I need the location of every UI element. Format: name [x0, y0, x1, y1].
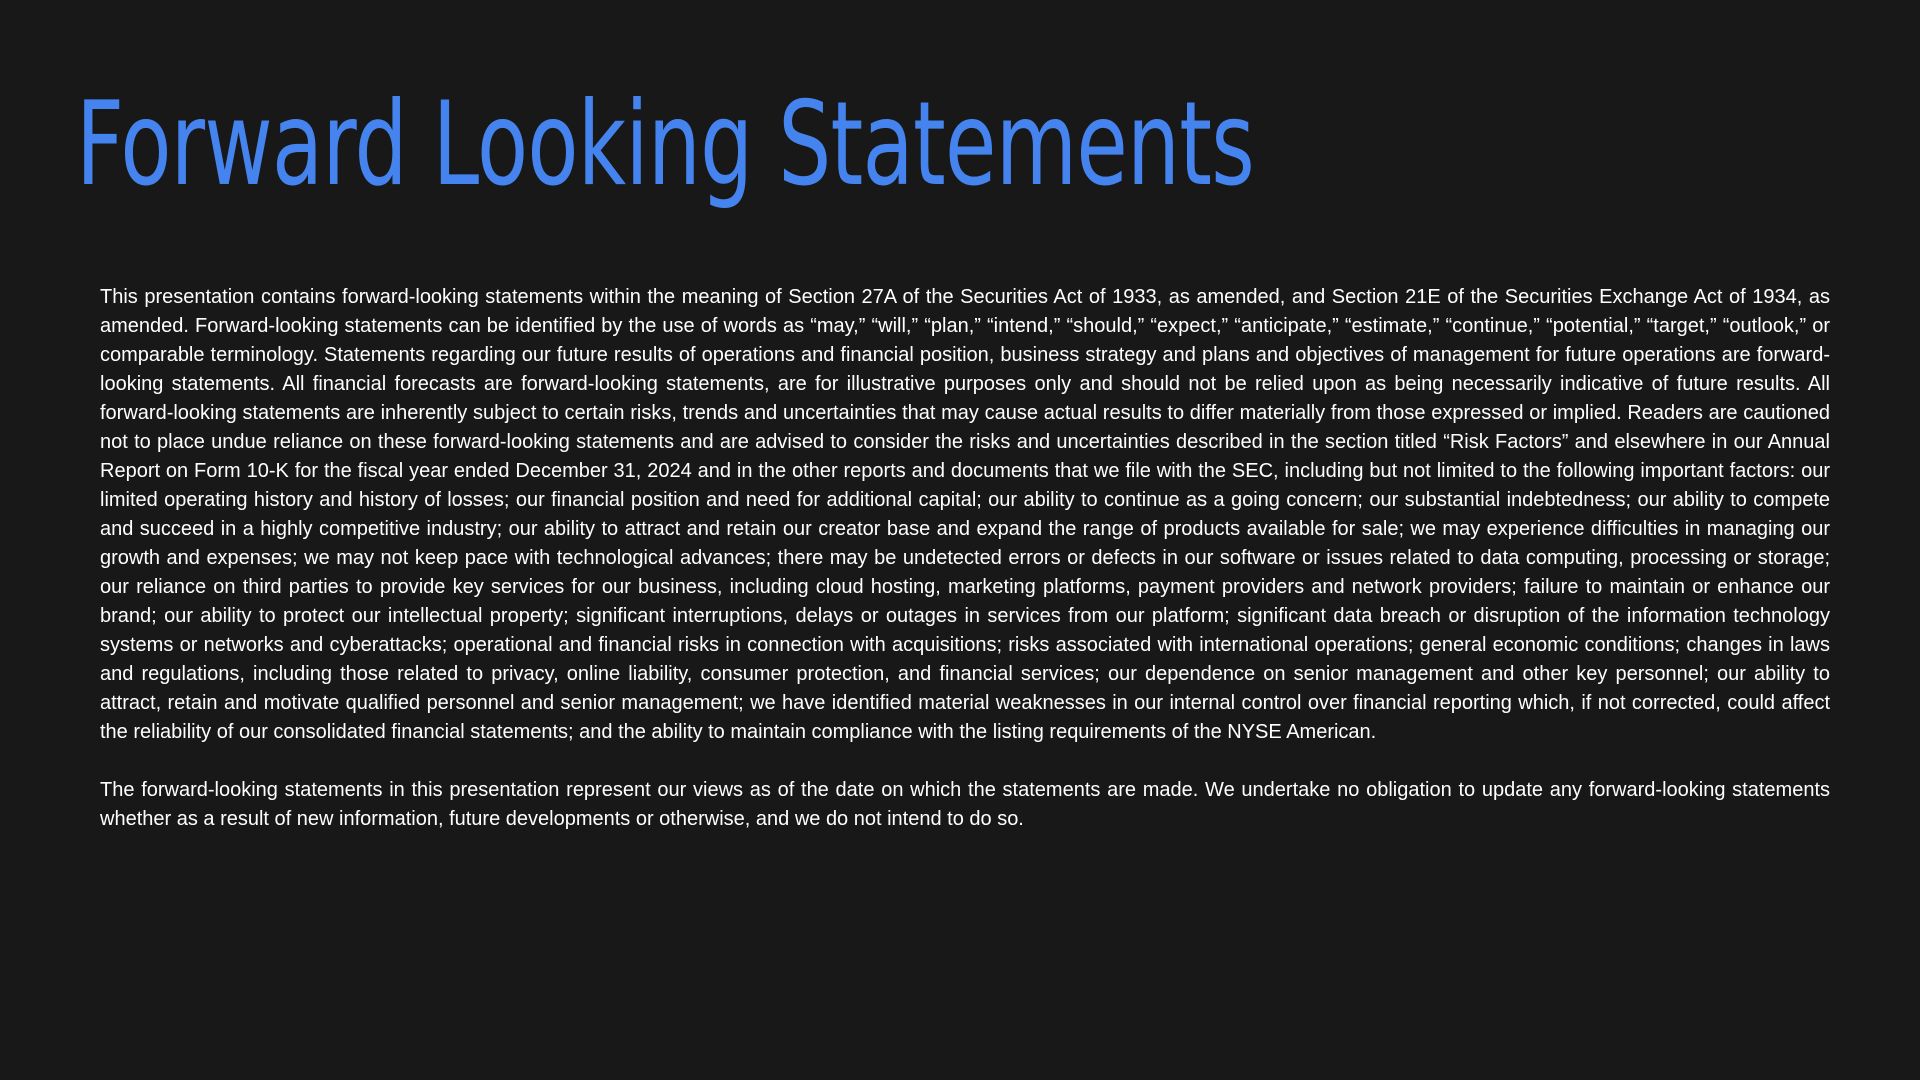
disclaimer-paragraph-1: This presentation contains forward-looking statements within the meaning of Section 27A of the Securities Act of 1933, as amended, and Section 21E of the Securities Exchange Act of 1934, as amended. Forward-looking statements can be identified by the use of words as “may,” “will,” “plan,” “intend,” “should,” “expect,” “anticipate,” “estimate,” “continue,” “potential,” “target,” “outlook,” or comparable terminology. Statements regarding our future results of operations and financial position, business strategy and plans and objectives of management for future operations are forward-looking statements. All financial forecasts are forward-looking statements, are for illustrative purposes only and should not be relied upon as being necessarily indicative of future results. All forward-looking statements are inherently subject to certain risks, trends and uncertainties that may cause actual results to differ materially from those expressed or implied. Readers are cautioned not to place undue reliance on these forward-looking statements and are advised to consider the risks and uncertainties described in the section titled “Risk Factors” and elsewhere in our Annual Report on Form 10-K for the fiscal year ended December 31, 2024 and in the other reports and documents that we file with the SEC, including but not limited to the following important factors: our limited operating history and history of losses; our financial position and need for additional capital; our ability to continue as a going concern; our substantial indebtedness; our ability to compete and succeed in a highly competitive industry; our ability to attract and retain our creator base and expand the range of products available for sale; we may experience difficulties in managing our growth and expenses; we may not keep pace with technological advances; there may be undetected errors or defects in our software or issues related to data computing, processing or storage; our reliance on third parties to provide key services for our business, including cloud hosting, marketing platforms, payment providers and network providers; failure to maintain or enhance our brand; our ability to protect our intellectual property; significant interruptions, delays or outages in services from our platform; significant data breach or disruption of the information technology systems or networks and cyberattacks; operational and financial risks in connection with acquisitions; risks associated with international operations; general economic conditions; changes in laws and regulations, including those related to privacy, online liability, consumer protection, and financial services; our dependence on senior management and other key personnel; our ability to attract, retain and motivate qualified personnel and senior management; we have identified material weaknesses in our internal control over financial reporting which, if not corrected, could affect the reliability of our consolidated financial statements; and the ability to maintain compliance with the listing requirements of the NYSE American.: [100, 286, 1830, 743]
slide-title: Forward Looking Statements: [76, 77, 1255, 212]
disclaimer-paragraph-2: The forward-looking statements in this presentation represent our views as of the date on which the statements are made. We undertake no obligation to update any forward-looking statements whether as a result of new information, future developments or otherwise, and we do not intend to do so.: [100, 779, 1830, 830]
disclaimer-body: [100, 283, 1830, 834]
